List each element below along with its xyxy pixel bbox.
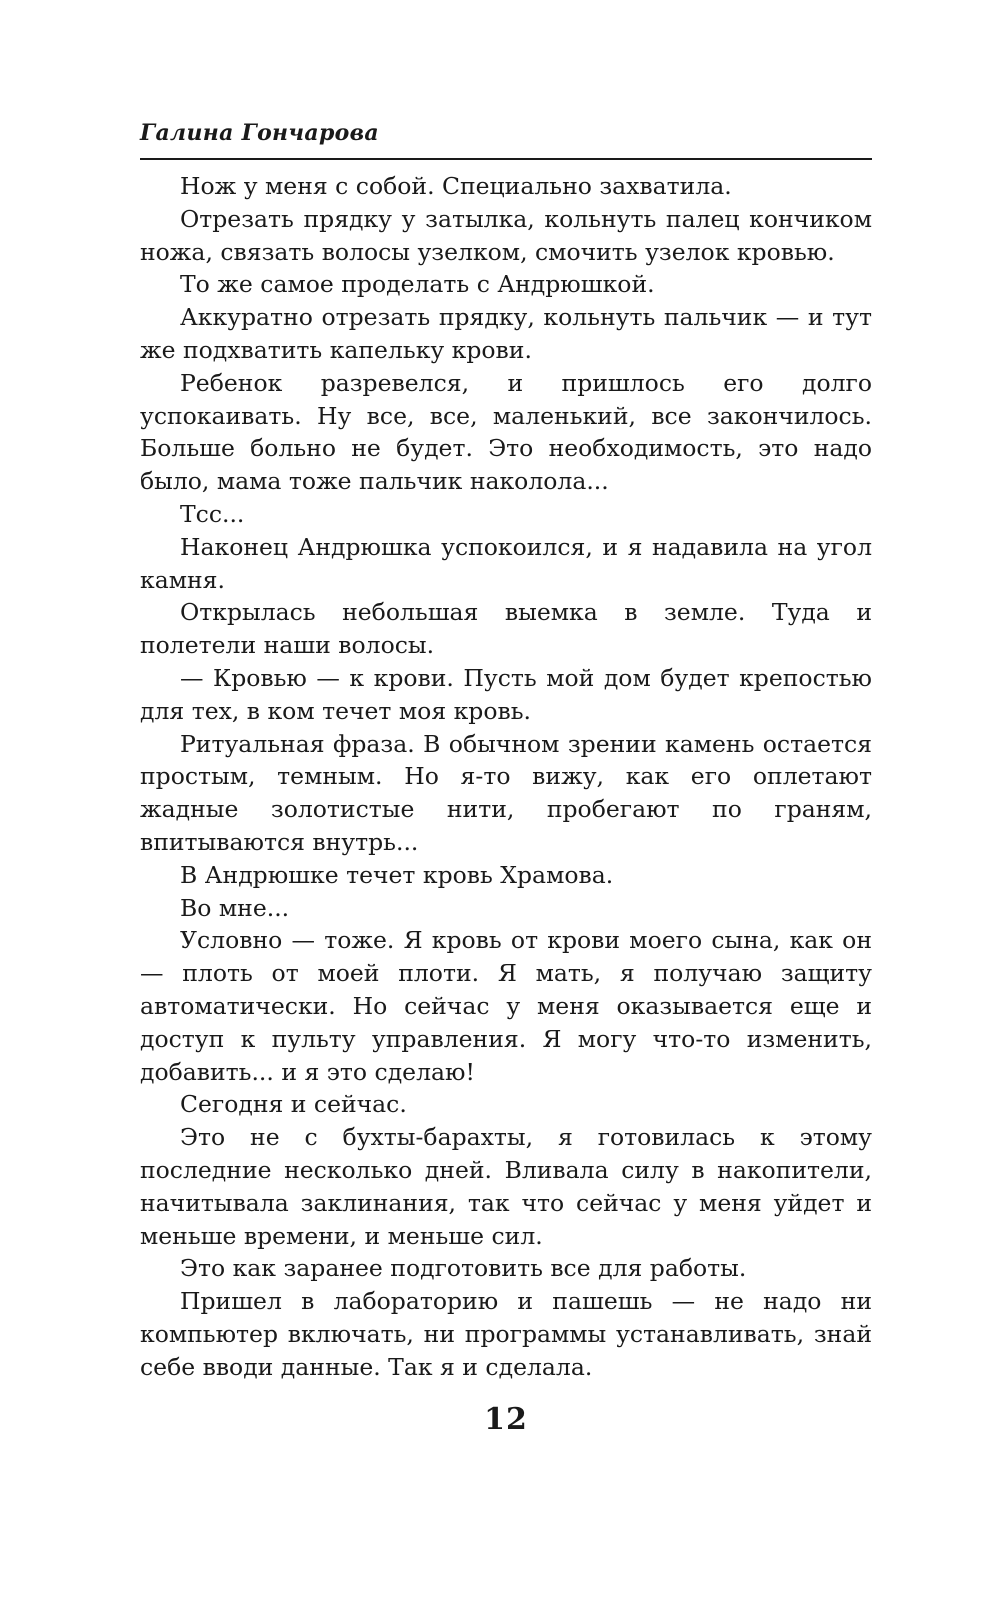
paragraph: То же самое проделать с Андрюшкой. — [180, 270, 655, 299]
paragraph: Условно — тоже. Я кровь от крови моего сына, как он — плоть от моей плоти. Я мать, я получаю защиту автоматически. Но сейчас у меня оказывается еще и доступ к пульту управления. Я могу что-то изменить, добавить... и я это сделаю! — [140, 926, 872, 1086]
paragraph: В Андрюшке течет кровь Храмова. — [180, 860, 614, 889]
body-text — [140, 170, 872, 1383]
book-page — [140, 0, 872, 1616]
paragraph: Это не с бухты-барахты, я готовилась к этому последние несколько дней. Вливала силу в накопители, начитывала заклинания, так что сейчас у меня уйдет и меньше времени, и меньше сил. — [140, 1123, 872, 1250]
paragraph: Ребенок разревелся, и пришлось его долго успокаивать. Ну все, все, маленький, все закончилось. Больше больно не будет. Это необходимость, это надо было, мама тоже пальчик наколола... — [140, 368, 872, 496]
paragraph: Ритуальная фраза. В обычном зрении камень остается простым, темным. Но я-то вижу, как его оплетают жадные золотистые нити, пробегают по граням, впитываются внутрь... — [140, 729, 872, 856]
paragraph: Наконец Андрюшка успокоился, и я надавила на угол камня. — [140, 532, 872, 594]
running-header — [140, 118, 872, 160]
paragraph: Сегодня и сейчас. — [180, 1090, 407, 1119]
paragraph: Тсс... — [180, 499, 245, 528]
paragraph: Отрезать прядку у затылка, кольнуть палец кончиком ножа, связать волосы узелком, смочить узелок кровью. — [140, 204, 872, 266]
paragraph: — Кровью — к крови. Пусть мой дом будет крепостью для тех, в ком течет моя кровь. — [140, 663, 872, 725]
paragraph: Аккуратно отрезать прядку, кольнуть пальчик — и тут же подхватить капельку крови. — [140, 303, 872, 364]
paragraph: Открылась небольшая выемка в земле. Туда и полетели наши волосы. — [140, 598, 872, 660]
page-number: 12 — [484, 1402, 528, 1437]
paragraph: Во мне... — [180, 893, 290, 922]
paragraph: Это как заранее подготовить все для работы. — [180, 1254, 747, 1283]
author-name: Галина Гончарова — [140, 120, 379, 146]
paragraph: Пришел в лабораторию и пашешь — не надо ни компьютер включать, ни программы устанавливать, знай себе вводи данные. Так я и сделала. — [140, 1287, 872, 1381]
paragraph: Нож у меня с собой. Специально захватила. — [180, 172, 732, 200]
